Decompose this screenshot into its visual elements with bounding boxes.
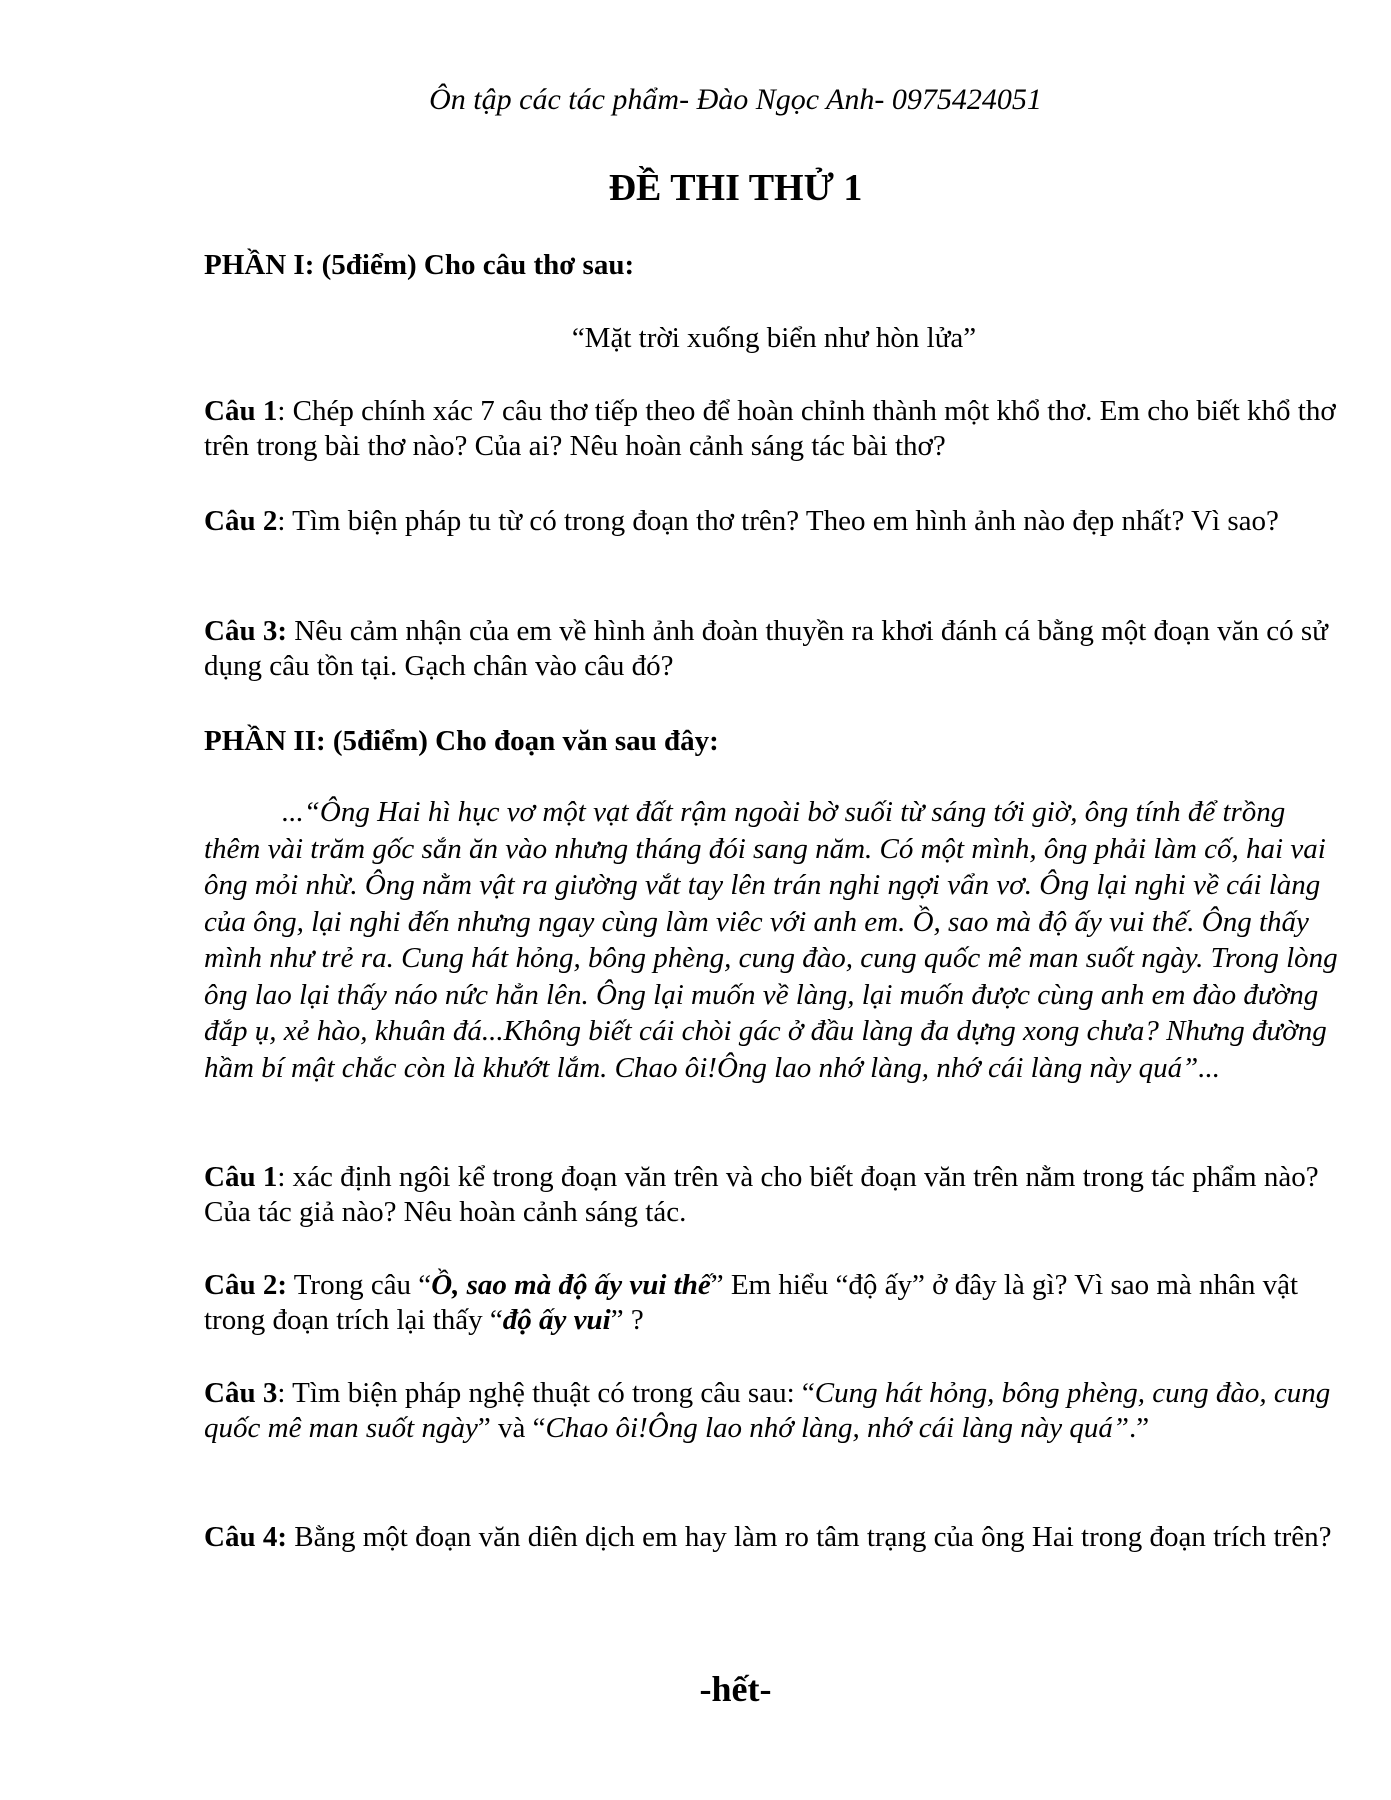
question-text: : Tìm biện pháp tu từ có trong đoạn thơ trên? Theo em hình ảnh nào đẹp nhất? Vì sao?: [277, 505, 1279, 537]
part2-question-1: [204, 1160, 1344, 1230]
question-label: Câu 2: [204, 505, 278, 537]
part1-question-2: [204, 504, 1344, 539]
question-text: : xác định ngôi kể trong đoạn văn trên và cho biết đoạn văn trên nằm trong tác phẩm nào? Của tác giả nào? Nêu hoàn cảnh sáng tác.: [204, 1161, 1319, 1228]
part2-heading: PHẦN II: (5điểm) Cho đoạn văn sau đây:: [204, 725, 719, 757]
part2-question-4: [204, 1520, 1344, 1555]
part1-poem-line: “Mặt trời xuống biển như hòn lửa”: [571, 322, 977, 354]
part1-heading: PHẦN I: (5điểm) Cho câu thơ sau:: [204, 249, 635, 281]
quoted-phrase: Ồ, sao mà độ ấy vui thế: [431, 1269, 711, 1301]
part1-question-3: [204, 614, 1344, 684]
quoted-phrase: độ ấy vui: [502, 1304, 611, 1336]
part1-question-1: [204, 394, 1344, 464]
page-title: ĐỀ THI THỬ 1: [608, 167, 863, 209]
question-text: : Tìm biện pháp nghệ thuật có trong câu sau: “: [277, 1377, 815, 1409]
question-label: Câu 1: [204, 395, 278, 427]
part2-question-3: [204, 1376, 1344, 1446]
question-label: Câu 4:: [204, 1521, 287, 1553]
end-mark: -hết-: [699, 1669, 772, 1709]
question-text: : Chép chính xác 7 câu thơ tiếp theo để hoàn chỉnh thành một khổ thơ. Em cho biết khổ thơ trên trong bài thơ nào? Của ai? Nêu hoàn cảnh sáng tác bài thơ?: [204, 395, 1336, 462]
question-label: Câu 3: [204, 1377, 278, 1409]
question-text: Trong câu “: [286, 1269, 432, 1301]
quoted-phrase: Chao ôi!Ông lao nhớ làng, nhớ cái làng này quá”: [545, 1412, 1130, 1444]
quoted-phrase: Cung hát hỏng, bông phèng, cung đào, cung quốc mê man suốt ngày: [204, 1377, 1331, 1444]
part2-question-2: [204, 1268, 1344, 1338]
question-label: Câu 3:: [204, 615, 287, 647]
passage-text: ...“Ông Hai hì hục vơ một vạt đất rậm ngoài bờ suối từ sáng tới giờ, ông tính để trồng thêm vài trăm gốc sắn ăn vào nhưng tháng đói sang năm. Có một mình, ông phải làm cố, hai vai ông mỏi nhừ. Ông nằm vật ra giường vắt tay lên trán nghi ngợi vẩn vơ. Ông lại nghi về cái làng của ông, lại nghi đến nhưng ngay cùng làm viêc với anh em. Ồ, sao mà độ ấy vui thế. Ông thấy mình như trẻ ra. Cung hát hỏng, bông phèng, cung đào, cung quốc mê man suốt ngày. Trong lòng ông lao lại thấy náo nức hẳn lên. Ông lại muốn về làng, lại muốn được cùng anh em đào đường đắp ụ, xẻ hào, khuân đá...Không biết cái chòi gác ở đầu làng đa dựng xong chưa? Nhưng đường hầm bí mật chắc còn là khướt lắm. Chao ôi!Ông lao nhớ làng, nhớ cái làng này quá”...: [204, 796, 1338, 1084]
question-label: Câu 2:: [204, 1269, 287, 1301]
question-text: ” và “: [477, 1412, 546, 1444]
running-header: Ôn tập các tác phẩm- Đào Ngọc Anh- 0975424051: [429, 83, 1042, 116]
prose-passage: [204, 794, 1344, 1086]
question-text: Bằng một đoạn văn diên dịch em hay làm ro tâm trạng của ông Hai trong đoạn trích trên?: [286, 1521, 1332, 1553]
question-text: .”: [1129, 1412, 1150, 1444]
question-text: Nêu cảm nhận của em về hình ảnh đoàn thuyền ra khơi đánh cá bằng một đoạn văn có sử dụng câu tồn tại. Gạch chân vào câu đó?: [204, 615, 1328, 682]
question-text: ” ?: [610, 1304, 644, 1336]
question-text: ” Em hiểu “độ ấy” ở đây là gì? Vì sao mà nhân vật trong đoạn trích lại thấy “: [204, 1269, 1299, 1336]
question-label: Câu 1: [204, 1161, 278, 1193]
